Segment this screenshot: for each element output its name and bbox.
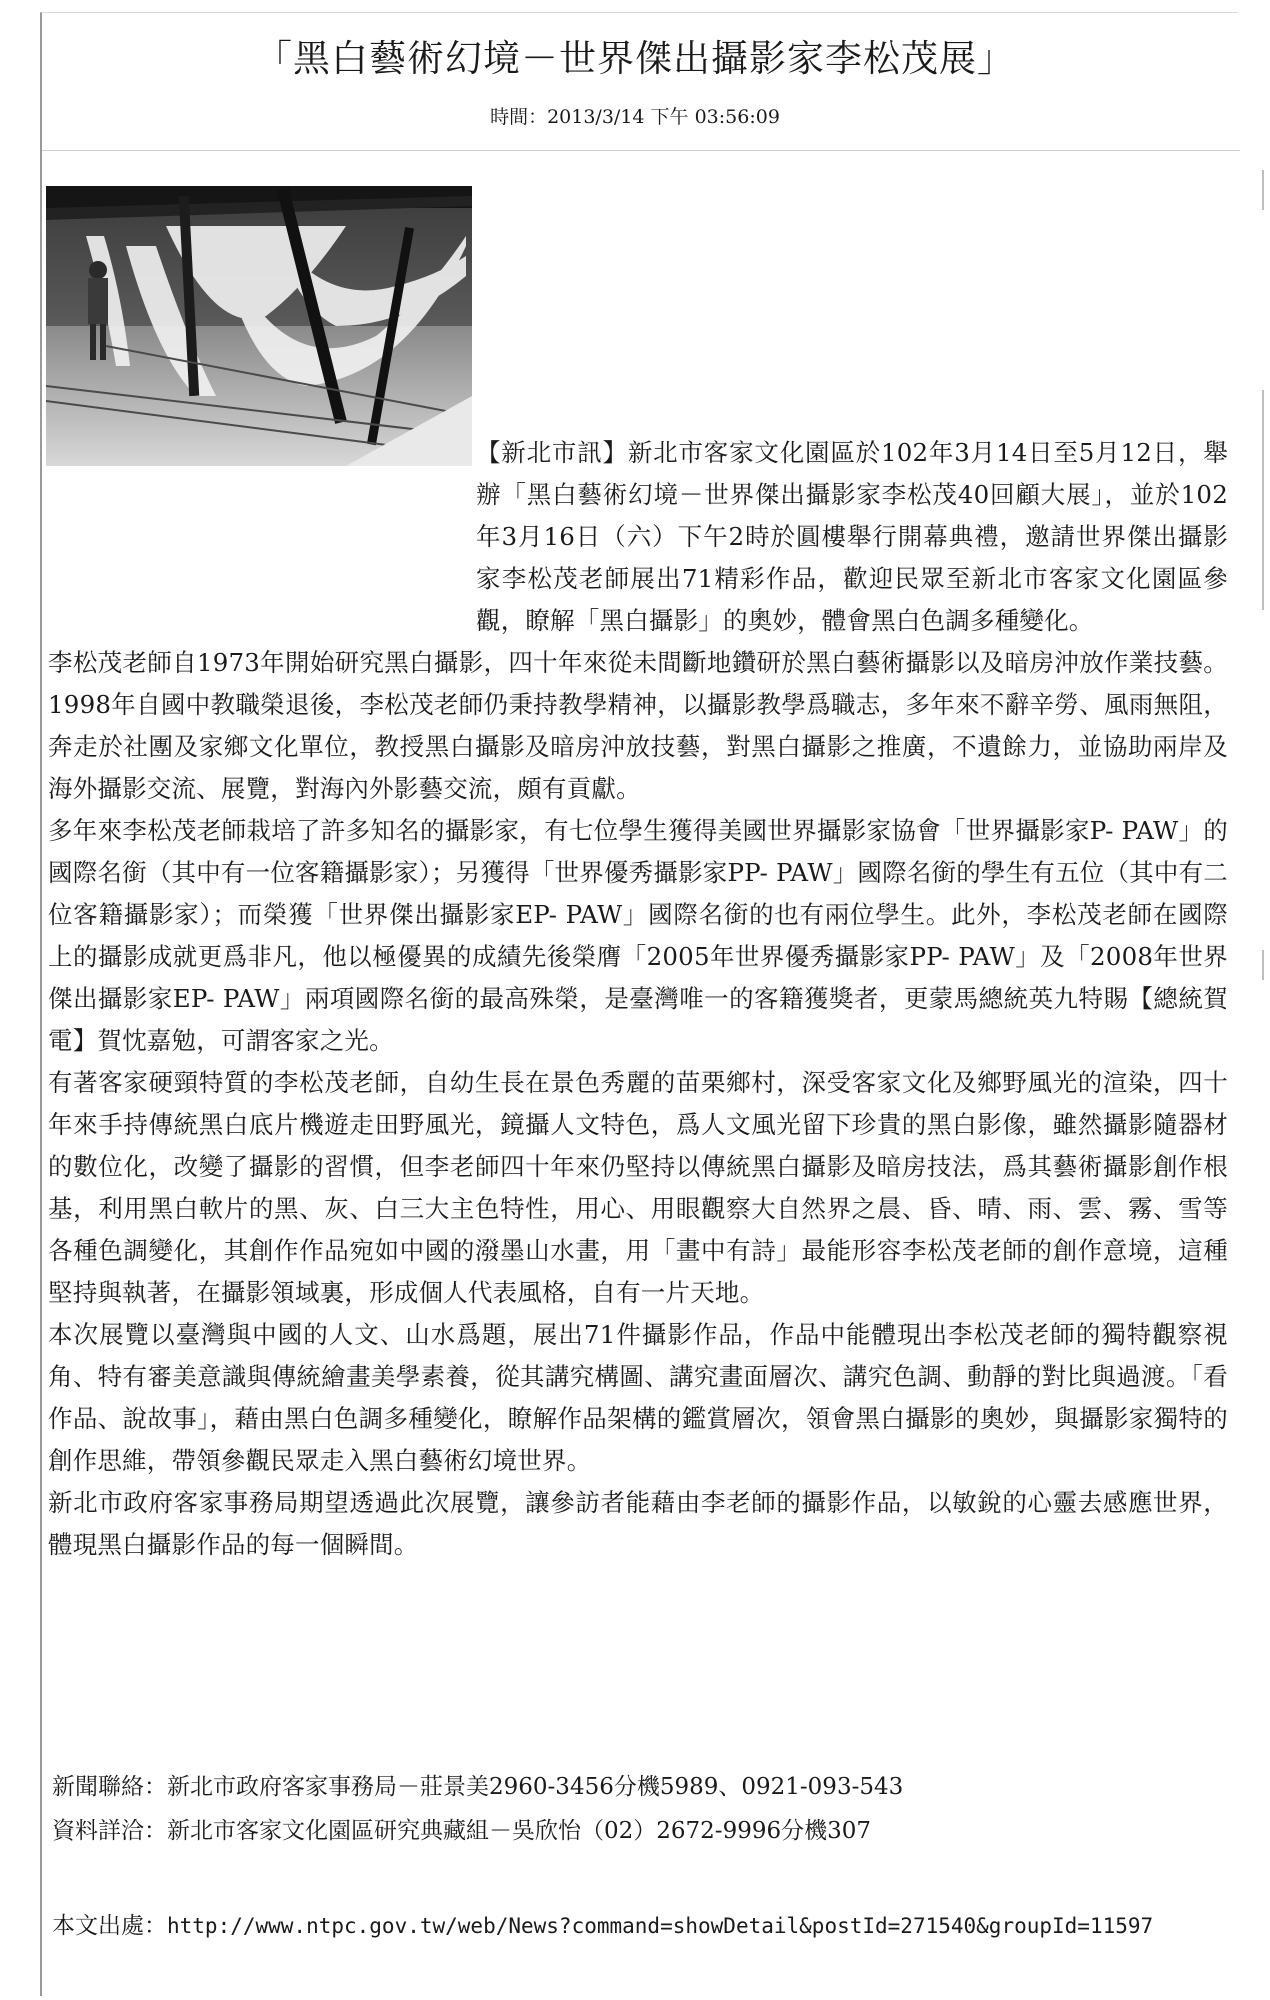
source-url-link[interactable]: http://www.ntpc.gov.tw/web/News?command=showDetail&postId=271540&groupId=11597 [167,1914,1154,1938]
article-body [48,432,1228,1566]
info-contact: 資料詳洽：新北市客家文化園區研究典藏組－吳欣怡（02）2672-9996分機307 [52,1818,872,1844]
article-paragraph: 新北市政府客家事務局期望透過此次展覽，讓參訪者能藉由李老師的攝影作品，以敏銳的心靈去感應世界，體現黑白攝影作品的每一個瞬間。 [48,1488,1228,1559]
scan-edge-mark [1262,170,1264,210]
noodle-drying-photo-icon [46,186,472,466]
article-paragraph: 有著客家硬頸特質的李松茂老師，自幼生長在景色秀麗的苗栗鄉村，深受客家文化及鄉野風光的渲染，四十年來手持傳統黑白底片機遊走田野風光，鏡攝人文特色，爲人文風光留下珍貴的黑白影像，雖然攝影隨器材的數位化，改變了攝影的習慣，但李老師四十年來仍堅持以傳統黑白攝影及暗房技法，爲其藝術攝影創作根基，利用黑白軟片的黑、灰、白三大主色特性，用心、用眼觀察大自然界之晨、昏、晴、雨、雲、霧、雪等各種色調變化，其創作作品宛如中國的潑墨山水畫，用「畫中有詩」最能形容李松茂老師的創作意境，這種堅持與執著，在攝影領域裏，形成個人代表風格，自有一片天地。 [48,1068,1228,1307]
article-paragraph-lead: 【新北市訊】新北市客家文化園區於102年3月14日至5月12日，舉辦「黑白藝術幻境－世界傑出攝影家李松茂40回顧大展」，並於102年3月16日（六）下午2時於圓樓舉行開幕典禮，邀請世界傑出攝影家李松茂老師展出71精彩作品，歡迎民眾至新北市客家文化園區參觀，瞭解「黑白攝影」的奧妙，體會黑白色調多種變化。 [476,438,1228,635]
article-photo [46,186,472,466]
scan-edge-mark [1262,390,1264,610]
source-line [52,1907,1153,1940]
contact-section [52,1765,903,1853]
document-title: 「黑白藝術幻境－世界傑出攝影家李松茂展」 [255,37,1015,80]
article-paragraph: 本次展覽以臺灣與中國的人文、山水爲題，展出71件攝影作品，作品中能體現出李松茂老師的獨特觀察視角、特有審美意識與傳統繪畫美學素養，從其講究構圖、講究畫面層次、講究色調、動靜的對比與過渡。「看作品、說故事」，藉由黑白色調多種變化，瞭解作品架構的鑑賞層次，領會黑白攝影的奧妙，與攝影家獨特的創作思維，帶領參觀民眾走入黑白藝術幻境世界。 [48,1320,1228,1475]
source-label: 本文出處： [52,1913,167,1939]
publish-timestamp: 時間：2013/3/14 下午 03:56:09 [490,106,780,128]
article-paragraph: 李松茂老師自1973年開始研究黑白攝影，四十年來從未間斷地鑽研於黑白藝術攝影以及暗房沖放作業技藝。1998年自國中教職榮退後，李松茂老師仍秉持教學精神，以攝影教學爲職志，多年來不辭辛勞、風雨無阻，奔走於社團及家鄉文化單位，教授黑白攝影及暗房沖放技藝，對黑白攝影之推廣，不遺餘力，並協助兩岸及海外攝影交流、展覽，對海內外影藝交流，頗有貢獻。 [48,648,1228,803]
article-paragraph: 多年來李松茂老師栽培了許多知名的攝影家，有七位學生獲得美國世界攝影家協會「世界攝影家P- PAW」的國際名銜（其中有一位客籍攝影家）；另獲得「世界優秀攝影家PP- PAW」國際名銜的學生有五位（其中有二位客籍攝影家）；而榮獲「世界傑出攝影家EP- PAW」國際名銜的也有兩位學生。此外，李松茂老師在國際上的攝影成就更爲非凡，他以極優異的成績先後榮膺「2005年世界優秀攝影家PP- PAW」及「2008年世界傑出攝影家EP- PAW」兩項國際名銜的最高殊榮，是臺灣唯一的客籍獲獎者，更蒙馬總統英九特賜【總統賀電】賀忱嘉勉，可謂客家之光。 [48,816,1228,1055]
scan-edge-mark [1262,950,1264,980]
header-divider [42,150,1240,151]
news-contact: 新聞聯絡：新北市政府客家事務局－莊景美2960-3456分機5989、0921-093-543 [52,1774,904,1800]
